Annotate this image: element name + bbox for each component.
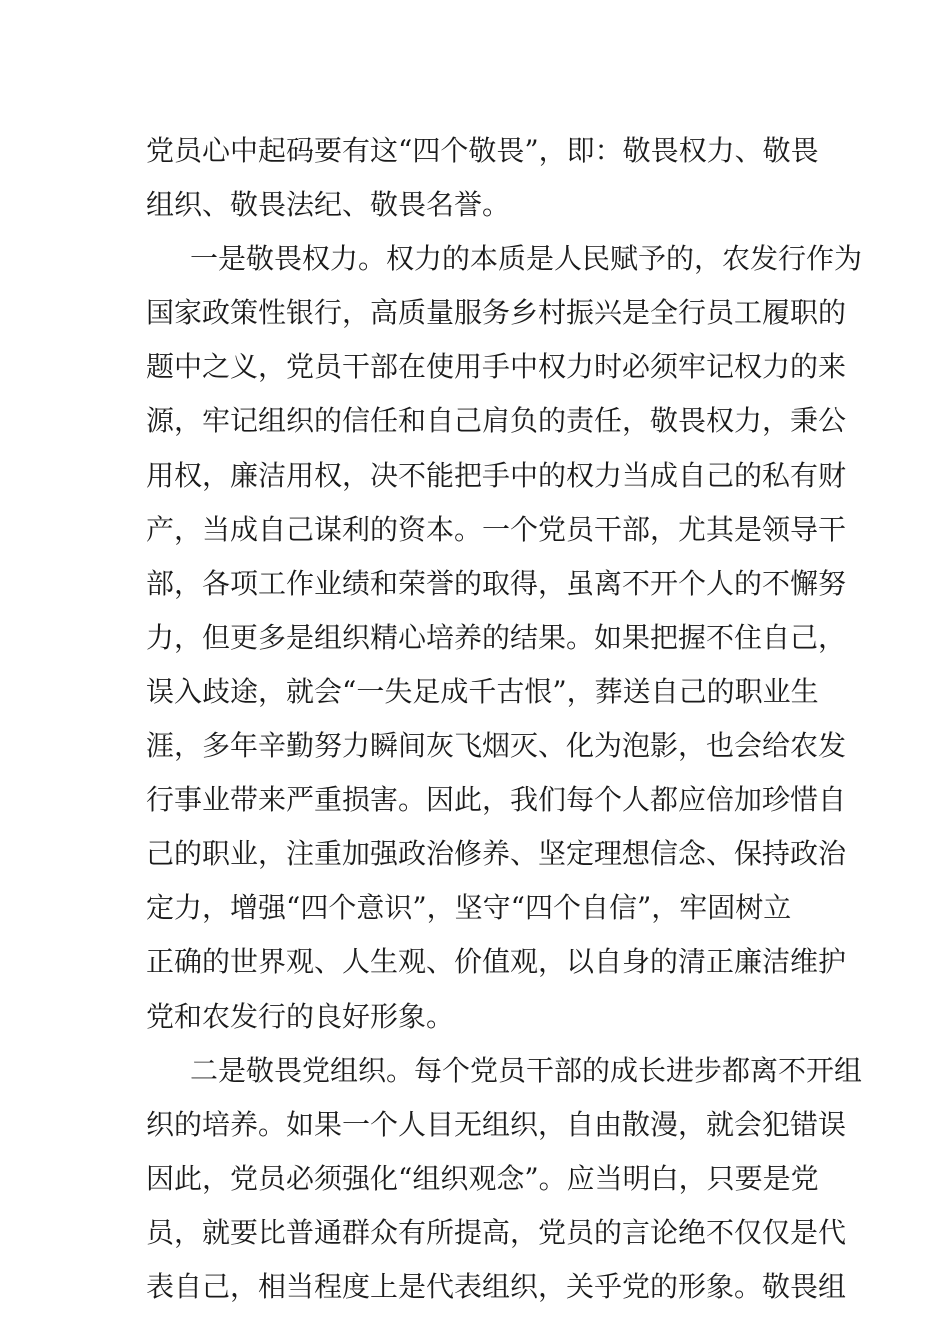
text-line: 用权，廉洁用权，决不能把手中的权力当成自己的私有财 — [146, 458, 847, 492]
text-line: 产，当成自己谋利的资本。一个党员干部，尤其是领导干 — [146, 512, 847, 546]
text-line: 员，就要比普通群众有所提高，党员的言论绝不仅仅是代 — [146, 1215, 847, 1249]
text-line: 党和农发行的良好形象。 — [146, 999, 455, 1033]
paragraph-start-line: 一是敬畏权力。权力的本质是人民赋予的，农发行作为 — [190, 242, 863, 276]
text-line: 源，牢记组织的信任和自己肩负的责任，敬畏权力，秉公 — [146, 404, 847, 438]
document-body — [146, 124, 863, 1314]
text-line: 题中之义，党员干部在使用手中权力时必须牢记权力的来 — [146, 350, 847, 384]
text-line: 国家政策性银行，高质量服务乡村振兴是全行员工履职的 — [146, 296, 847, 330]
text-line: 正确的世界观、人生观、价值观，以自身的清正廉洁维护 — [146, 945, 847, 979]
text-line: 定力，增强“四个意识”，坚守“四个自信”，牢固树立 — [146, 891, 792, 925]
text-line: 己的职业，注重加强政治修养、坚定理想信念、保持政治 — [146, 837, 847, 871]
text-line: 党员心中起码要有这“四个敬畏”，即：敬畏权力、敬畏 — [146, 134, 819, 167]
text-line: 组织、敬畏法纪、敬畏名誉。 — [146, 188, 511, 222]
text-line: 误入歧途，就会“一失足成千古恨”，葬送自己的职业生 — [146, 674, 819, 708]
text-line: 表自己，相当程度上是代表组织，关乎党的形象。敬畏组 — [146, 1269, 847, 1303]
text-line: 因此，党员必须强化“组织观念”。应当明白，只要是党 — [146, 1161, 819, 1195]
text-line: 部，各项工作业绩和荣誉的取得，虽离不开个人的不懈努 — [146, 566, 847, 600]
text-line: 力，但更多是组织精心培养的结果。如果把握不住自己， — [146, 620, 847, 654]
text-line: 涯，多年辛勤努力瞬间灰飞烟灭、化为泡影，也会给农发 — [146, 729, 847, 763]
text-line: 织的培养。如果一个人目无组织，自由散漫，就会犯错误 — [146, 1107, 847, 1141]
paragraph-start-line: 二是敬畏党组织。每个党员干部的成长进步都离不开组 — [190, 1053, 863, 1087]
text-line: 行事业带来严重损害。因此，我们每个人都应倍加珍惜自 — [146, 783, 847, 817]
